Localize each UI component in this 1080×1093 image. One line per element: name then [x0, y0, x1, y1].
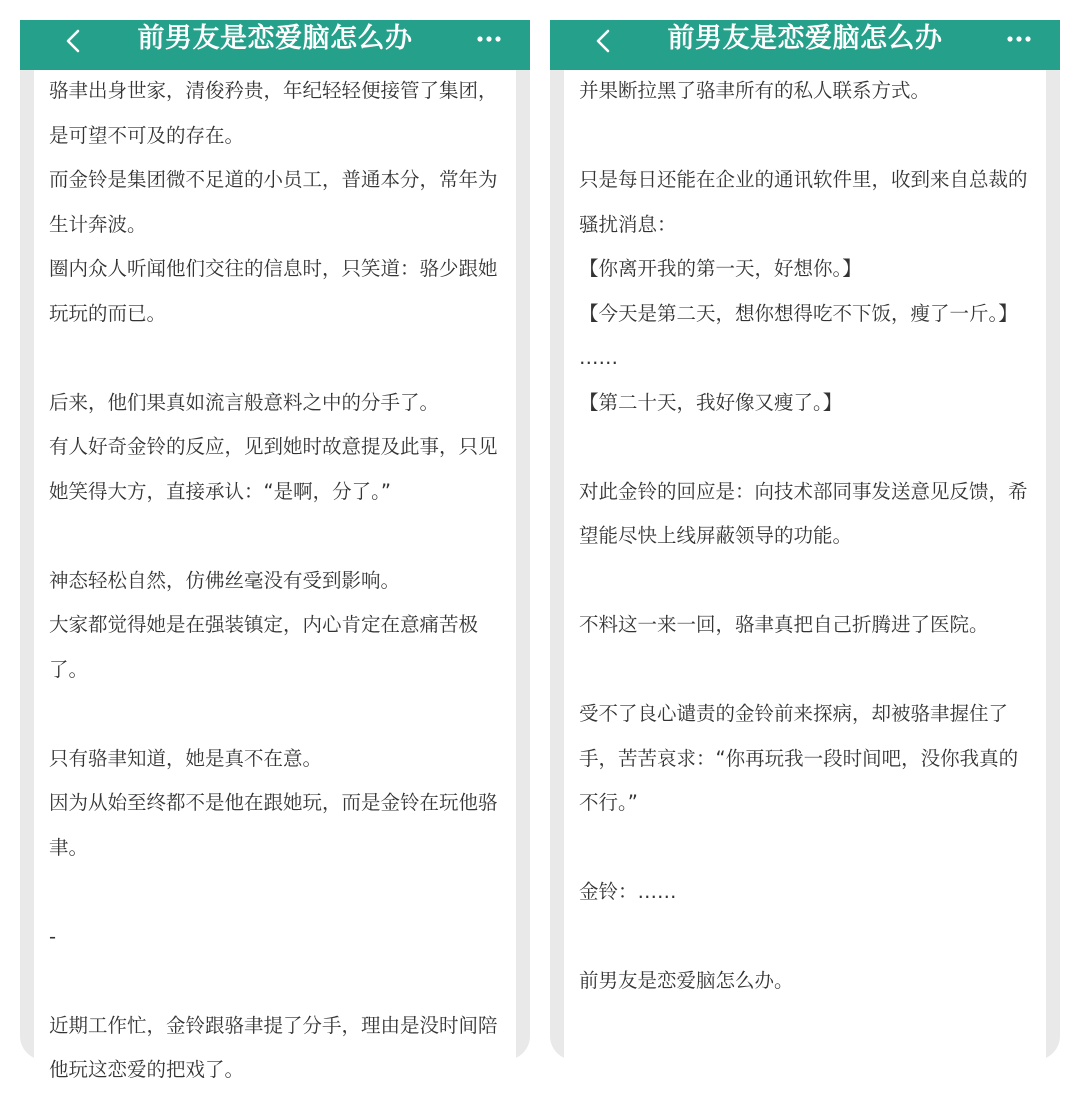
paragraph — [579, 826, 1028, 871]
reader-content[interactable] — [564, 70, 1046, 1060]
paragraph — [579, 114, 1028, 159]
paragraph: 不料这一来一回，骆聿真把自己折腾进了医院。 — [579, 613, 989, 636]
paragraph: 后来，他们果真如流言般意料之中的分手了。 — [49, 390, 440, 414]
reader-panel-left — [20, 20, 530, 1081]
paragraph: …… — [579, 346, 618, 369]
paragraph: 【你离开我的第一天，好想你。】 — [579, 257, 862, 280]
paragraph: 圈内众人听闻他们交往的信息时，只笑道：骆少跟她玩玩的而已。 — [49, 257, 498, 325]
paragraph: 因为从始至终都不是他在跟她玩，而是金铃在玩他骆聿。 — [49, 791, 498, 859]
paragraph: 骆聿出身世家，清俊矜贵，年纪轻轻便接管了集团，是可望不可及的存在。 — [49, 79, 498, 147]
more-options-button[interactable] — [1004, 26, 1034, 52]
reader-header — [20, 20, 530, 70]
chapter-text — [34, 69, 516, 1093]
paragraph: 【第二十天，我好像又瘦了。】 — [579, 390, 843, 414]
paragraph: 神态轻松自然，仿佛丝毫没有受到影响。 — [49, 568, 401, 592]
paragraph: 有人好奇金铃的反应，见到她时故意提及此事，只见她笑得大方，直接承认：“是啊，分了。” — [49, 435, 498, 503]
paragraph — [579, 915, 1028, 960]
page-title: 前男友是恋爱脑怎么办 — [667, 23, 943, 54]
paragraph: 【今天是第二天，想你想得吃不下饭，瘦了一斤。】 — [579, 301, 1018, 325]
paragraph: 大家都觉得她是在强装镇定，内心肯定在意痛苦极了。 — [49, 613, 479, 681]
more-dots-icon — [476, 35, 502, 43]
paragraph: 只是每日还能在企业的通讯软件里，收到来自总裁的骚扰消息： — [579, 168, 1028, 236]
paragraph: 近期工作忙，金铃跟骆聿提了分手，理由是没时间陪他玩这恋爱的把戏了。 — [49, 1013, 498, 1081]
paragraph: 金铃：…… — [579, 880, 677, 903]
paragraph: 并果断拉黑了骆聿所有的私人联系方式。 — [579, 79, 931, 102]
paragraph: 只有骆聿知道，她是真不在意。 — [49, 746, 323, 770]
paragraph: 受不了良心谴责的金铃前来探病，却被骆聿握住了手，苦苦哀求：“你再玩我一段时间吧，没你我真的不行。” — [579, 702, 1019, 814]
reader-panel-right — [550, 20, 1060, 1060]
paragraph — [579, 425, 1028, 470]
paragraph — [579, 648, 1028, 693]
more-options-button[interactable] — [474, 26, 504, 52]
paragraph: 对此金铃的回应是：向技术部同事发送意见反馈，希望能尽快上线屏蔽领导的功能。 — [579, 479, 1028, 547]
paragraph: - — [49, 924, 57, 948]
chapter-text — [564, 69, 1046, 1004]
paragraph — [579, 559, 1028, 604]
more-dots-icon — [1006, 35, 1032, 43]
paragraph — [49, 692, 498, 737]
reader-header — [550, 20, 1060, 70]
paragraph — [49, 870, 498, 915]
paragraph: 前男友是恋爱脑怎么办。 — [579, 969, 794, 992]
paragraph — [49, 336, 498, 381]
page-title: 前男友是恋爱脑怎么办 — [137, 23, 413, 54]
paragraph: 而金铃是集团微不足道的小员工，普通本分，常年为生计奔波。 — [49, 168, 498, 236]
paragraph — [49, 514, 498, 559]
paragraph — [49, 959, 498, 1004]
reader-content[interactable] — [34, 70, 516, 1081]
